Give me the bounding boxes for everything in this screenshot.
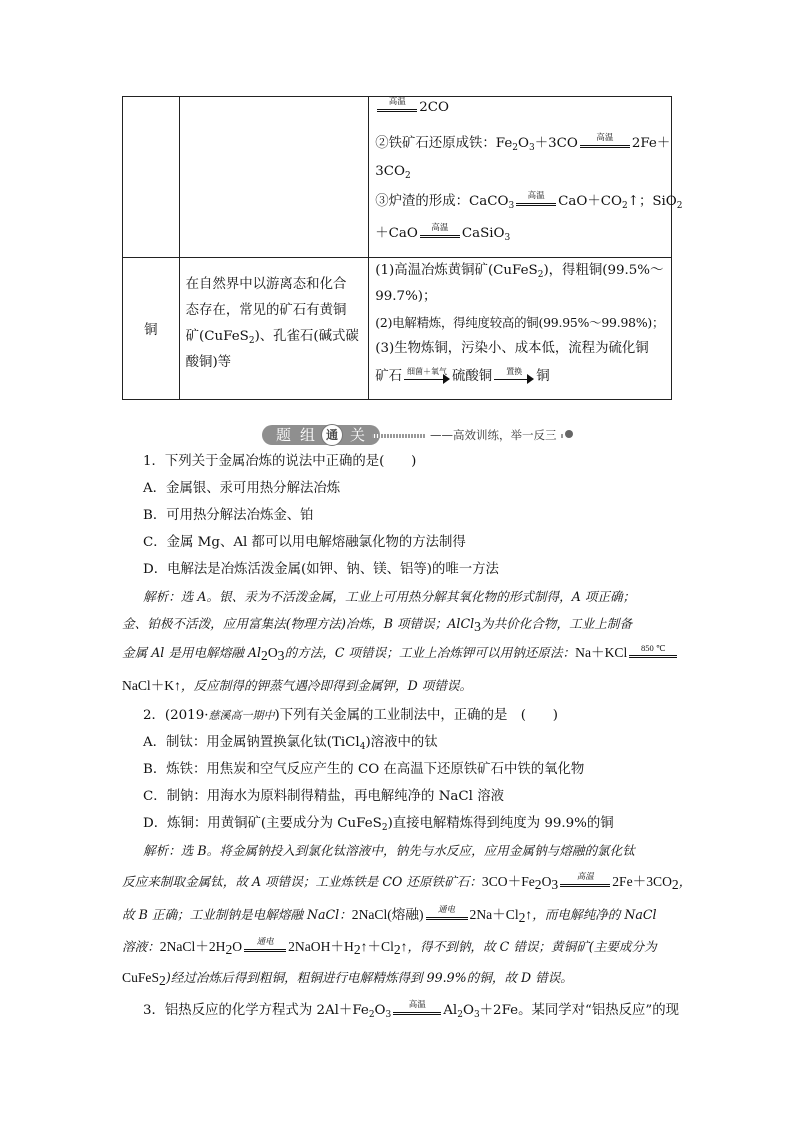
process-arrow: 细菌＋氧气 <box>404 369 450 385</box>
question-2-option-d: D．炼铜：用黄铜矿(主要成分为 CuFeS$_2$)直接电解精炼得到纯度为 99.9%的铜 <box>143 816 614 833</box>
metal-name-cell <box>123 97 180 258</box>
condition-mark: 通电 <box>244 940 286 956</box>
existence-text: 态存在，常见的矿石有黄铜 <box>185 303 347 318</box>
slag-formation-line-2: ＋CaO 高温 CaSiO$_3$ <box>375 222 511 243</box>
question-2-analysis: CuFeS$_2$)经过冶炼后得到粗铜，粗铜进行电解精炼得到 99.9%的铜，故 D 错误。 <box>122 970 573 988</box>
existence-cell <box>179 97 369 258</box>
table-row-copper <box>123 258 672 400</box>
question-1-analysis: 金属 Al 是用电解熔融 $Al_2O_3$的方法，C 项错误；工业上冶炼钾可以用钠还原法：Na＋KCl 850 ℃ <box>122 643 682 663</box>
eq-continuation: 高温 2CO <box>375 99 449 117</box>
question-1-analysis: NaCl＋K↑，反应制得的钾蒸气遇冷即得到金属钾，D 项错误。 <box>122 678 473 693</box>
question-2-analysis: 反应来制取金属钛，故 A 项错误；工业炼铁是 CO 还原铁矿石：$3CO+Fe_2O_3$ 高温 $2Fe+3CO_2$， <box>122 871 692 892</box>
method-text: (2)电解精炼，得纯度较高的铜(99.95%～99.98%)； <box>375 315 665 330</box>
bullet-icon <box>565 430 573 438</box>
question-1-option-c: C．金属 Mg、Al 都可以用电解熔融氯化物的方法制得 <box>143 535 466 550</box>
existence-text: 矿(CuFeS$_2$)、孔雀石(碱式碳 <box>185 329 359 346</box>
section-banner <box>262 425 380 445</box>
condition-mark: 高温 <box>580 136 630 152</box>
method-cell-iron <box>369 96 683 258</box>
method-text: 99.7%)； <box>375 289 437 304</box>
condition-mark: 通电 <box>426 908 468 924</box>
slag-formation-line: ③炉渣的形成：CaCO$_3$ 高温 $CaO+CO_2↑$；SiO$_2$ <box>375 190 683 211</box>
banner-tagline: ——高效训练，举一反三 <box>426 426 561 444</box>
metal-smelting-table <box>122 96 683 400</box>
copper-flow-line: 矿石 细菌＋氧气 硫酸铜 置换 铜 <box>375 366 550 384</box>
question-2-analysis: 解析：选 B。将金属钠投入到氯化钛溶液中，钠先与水反应，应用金属钠与熔融的氯化钛 <box>143 843 635 858</box>
banner-title-char: 组 <box>300 426 316 444</box>
condition-mark: 高温 <box>377 100 417 116</box>
question-2-analysis: 溶液：$2NaCl+2H_2O$ 通电 $2NaOH+H_2↑+Cl_2↑$，得不到钠，故 C 错误；黄铜矿(主要成分为 <box>122 936 657 957</box>
method-text: (1)高温冶炼黄铜矿(CuFeS$_2$)，得粗铜(99.5%～ <box>375 263 664 280</box>
question-1-option-b: B．可用热分解法冶炼金、铂 <box>143 508 314 523</box>
question-2-stem: 2．(2019·慈溪高一期中)下列有关金属的工业制法中，正确的是 ( ) <box>143 708 558 723</box>
condition-mark: 高温 <box>420 226 460 242</box>
question-2-option-a: A．制钛：用金属钠置换氯化钛(TiCl$_4$)溶液中的钛 <box>143 735 438 752</box>
method-cell-copper <box>369 258 672 400</box>
question-2-analysis: 故 B 正确；工业制钠是电解熔融 NaCl：2NaCl(熔融) 通电 $2Na+Cl_2↑$，而电解纯净的 NaCl <box>122 904 657 925</box>
condition-mark: 高温 <box>560 875 610 891</box>
condition-mark: 850 ℃ <box>629 646 677 662</box>
existence-text: 在自然界中以游离态和化合 <box>185 277 347 292</box>
banner-title-char: 题 <box>276 426 292 444</box>
question-1-analysis: 金、铂极不活泼，应用富集法(物理方法)冶炼，B 项错误；AlCl$_3$为共价化合物，工业上制备 <box>122 616 633 634</box>
existence-text: 酸铜)等 <box>185 355 232 370</box>
question-1-analysis: 解析：选 A。银、汞为不活泼金属，工业上可用热分解其氧化物的形式制得，A 项正确； <box>143 589 636 604</box>
question-1-option-d: D．电解法是冶炼活泼金属(如钾、钠、镁、铝等)的唯一方法 <box>143 562 499 577</box>
iron-reduction-line-2: $3CO_2$ <box>375 164 411 181</box>
question-2-option-c: C．制钠：用海水为原料制得精盐，再电解纯净的 NaCl 溶液 <box>143 789 504 804</box>
condition-mark: 高温 <box>516 194 556 210</box>
method-text: (3)生物炼铜，污染小、成本低，流程为硫化铜 <box>375 341 649 356</box>
condition-mark: 高温 <box>393 1003 441 1019</box>
question-3-stem: 3．铝热反应的化学方程式为 $2Al+Fe_2O_3$ 高温 $Al_2O_3+2Fe$。某同学对“铝热反应”的现 <box>143 999 680 1020</box>
process-arrow: 置换 <box>494 369 534 385</box>
iron-reduction-line: ②铁矿石还原成铁：$Fe_2O_3+3CO$ 高温 2Fe＋ <box>375 132 671 153</box>
banner-title-char: 关 <box>350 426 366 444</box>
existence-cell <box>179 258 369 400</box>
question-1-stem: 1．下列关于金属冶炼的说法中正确的是( ) <box>143 454 417 469</box>
question-1-option-a: A．金属银、汞可用热分解法冶炼 <box>143 481 341 496</box>
question-2-option-b: B．炼铁：用焦炭和空气反应产生的 CO 在高温下还原铁矿石中铁的氧化物 <box>143 762 585 777</box>
banner-badge-icon: 通 <box>321 424 343 446</box>
table-row-iron <box>123 97 672 258</box>
metal-name-cell: 铜 <box>123 258 180 400</box>
